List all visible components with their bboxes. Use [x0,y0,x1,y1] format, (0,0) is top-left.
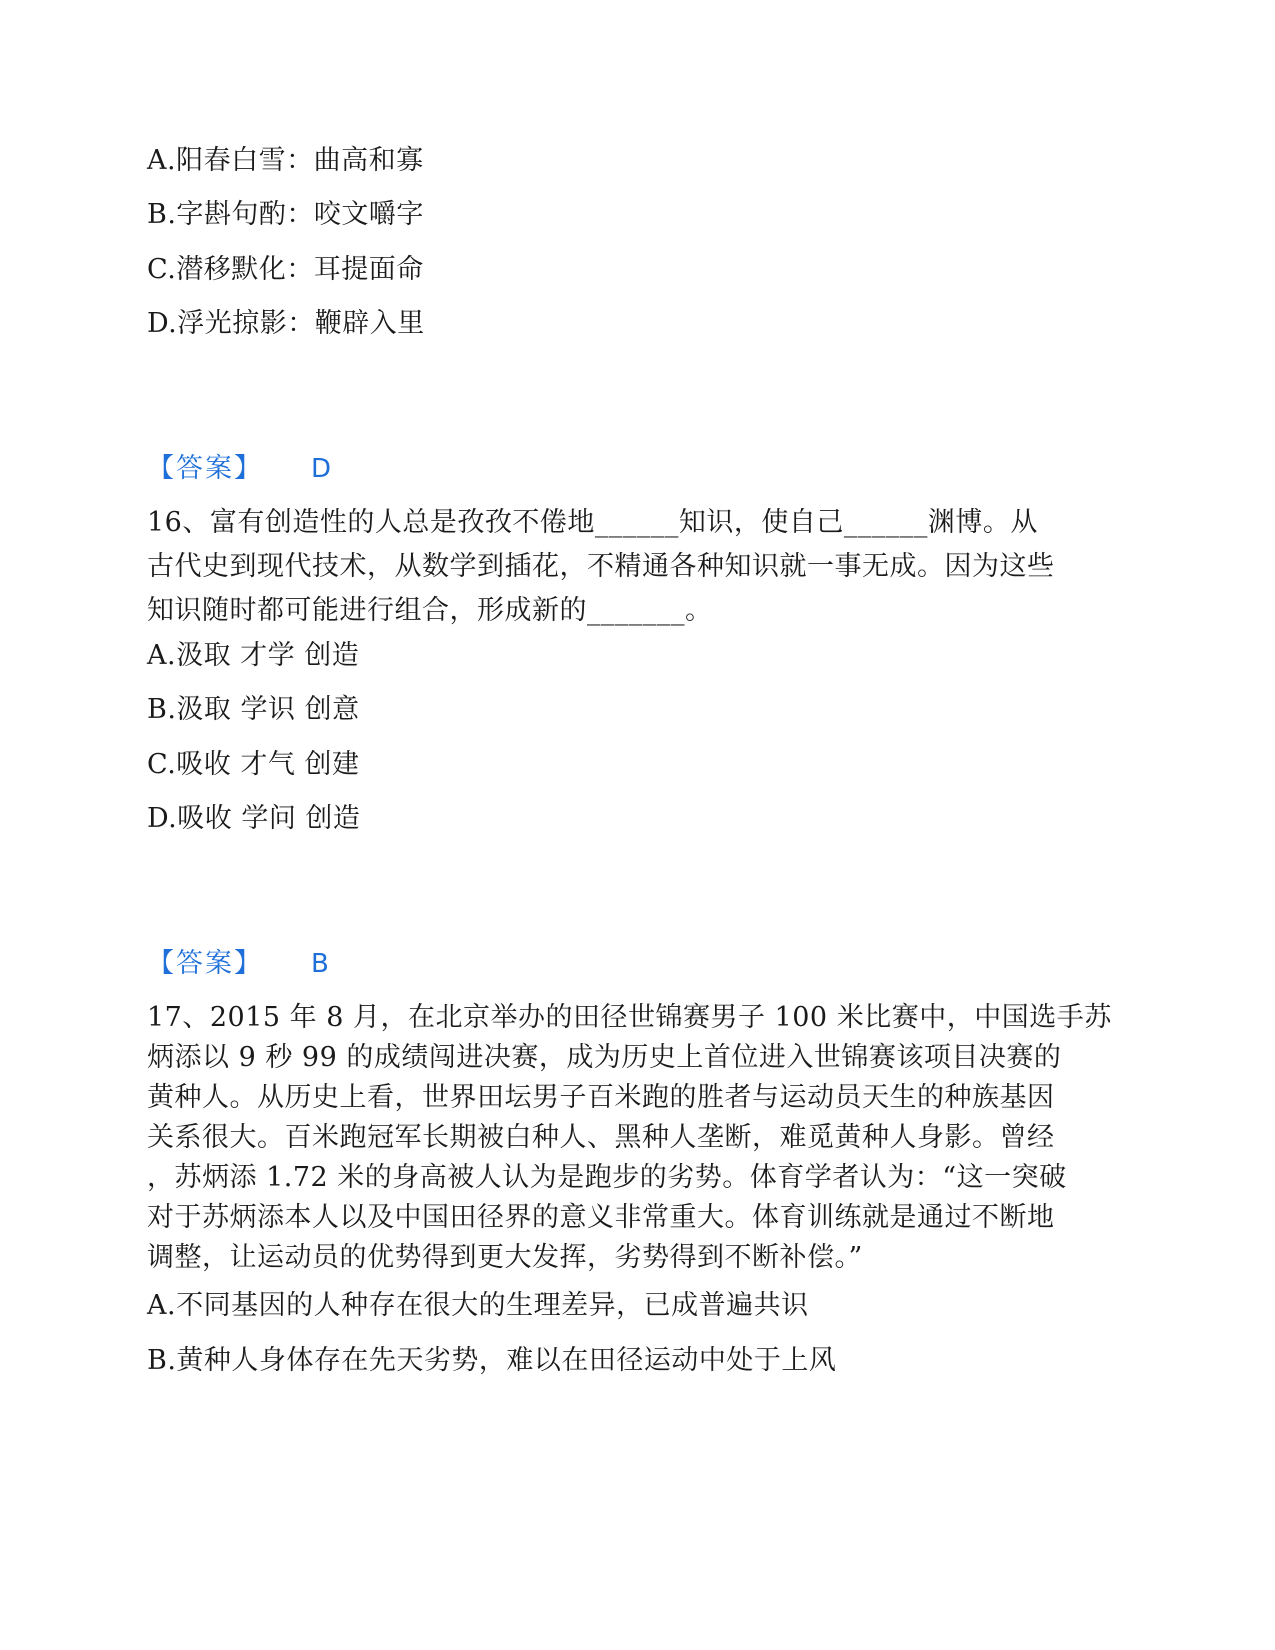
q15-option-d: D.浮光掠影：鞭辟入里 [147,308,425,339]
q15-option-c: C.潜移默化：耳提面命 [147,254,424,285]
q17-stem [147,998,1127,1278]
q16-option-d: D.吸收 学问 创造 [147,803,361,834]
q15-option-b: B.字斟句酌：咬文嚼字 [147,199,424,230]
q17-stem-line: ，苏炳添 1.72 米的身高被人认为是跑步的劣势。体育学者认为：“这一突破 [147,1162,1067,1193]
q17-option-a: A.不同基因的人种存在很大的生理差异，已成普遍共识 [147,1290,809,1321]
q16-answer [147,945,329,983]
answer-value: D [311,454,332,484]
q16-stem [147,503,1127,631]
answer-value: B [311,949,330,979]
q17-stem-line: 调整，让运动员的优势得到更大发挥，劣势得到不断补偿。” [147,1242,863,1273]
q16-option-b: B.汲取 学识 创意 [147,694,360,725]
q15-option-a: A.阳春白雪：曲高和寡 [147,145,424,176]
q16-option-c: C.吸收 才气 创建 [147,749,360,780]
q17-stem-line: 炳添以 9 秒 99 的成绩闯进决赛，成为历史上首位进入世锦赛该项目决赛的 [147,1042,1062,1073]
q17-option-b: B.黄种人身体存在先天劣势，难以在田径运动中处于上风 [147,1345,837,1376]
q17-stem-line: 对于苏炳添本人以及中国田径界的意义非常重大。体育训练就是通过不断地 [147,1202,1055,1233]
answer-label: 【答案】 [147,453,263,484]
q17-stem-line: 黄种人。从历史上看，世界田坛男子百米跑的胜者与运动员天生的种族基因 [147,1082,1055,1113]
q17-stem-line: 关系很大。百米跑冠军长期被白种人、黑种人垄断，难觅黄种人身影。曾经 [147,1122,1055,1153]
q17-stem-line: 17、2015 年 8 月，在北京举办的田径世锦赛男子 100 米比赛中，中国选手苏 [147,1002,1112,1033]
q15-answer [147,450,332,488]
q16-stem-line: 古代史到现代技术，从数学到插花，不精通各种知识就一事无成。因为这些 [147,551,1055,582]
q16-stem-line: 知识随时都可能进行组合，形成新的_______。 [147,595,713,626]
answer-label: 【答案】 [147,948,263,979]
q16-option-a: A.汲取 才学 创造 [147,640,360,671]
q16-stem-line: 16、富有创造性的人总是孜孜不倦地______知识，使自己______渊博。从 [147,507,1038,538]
